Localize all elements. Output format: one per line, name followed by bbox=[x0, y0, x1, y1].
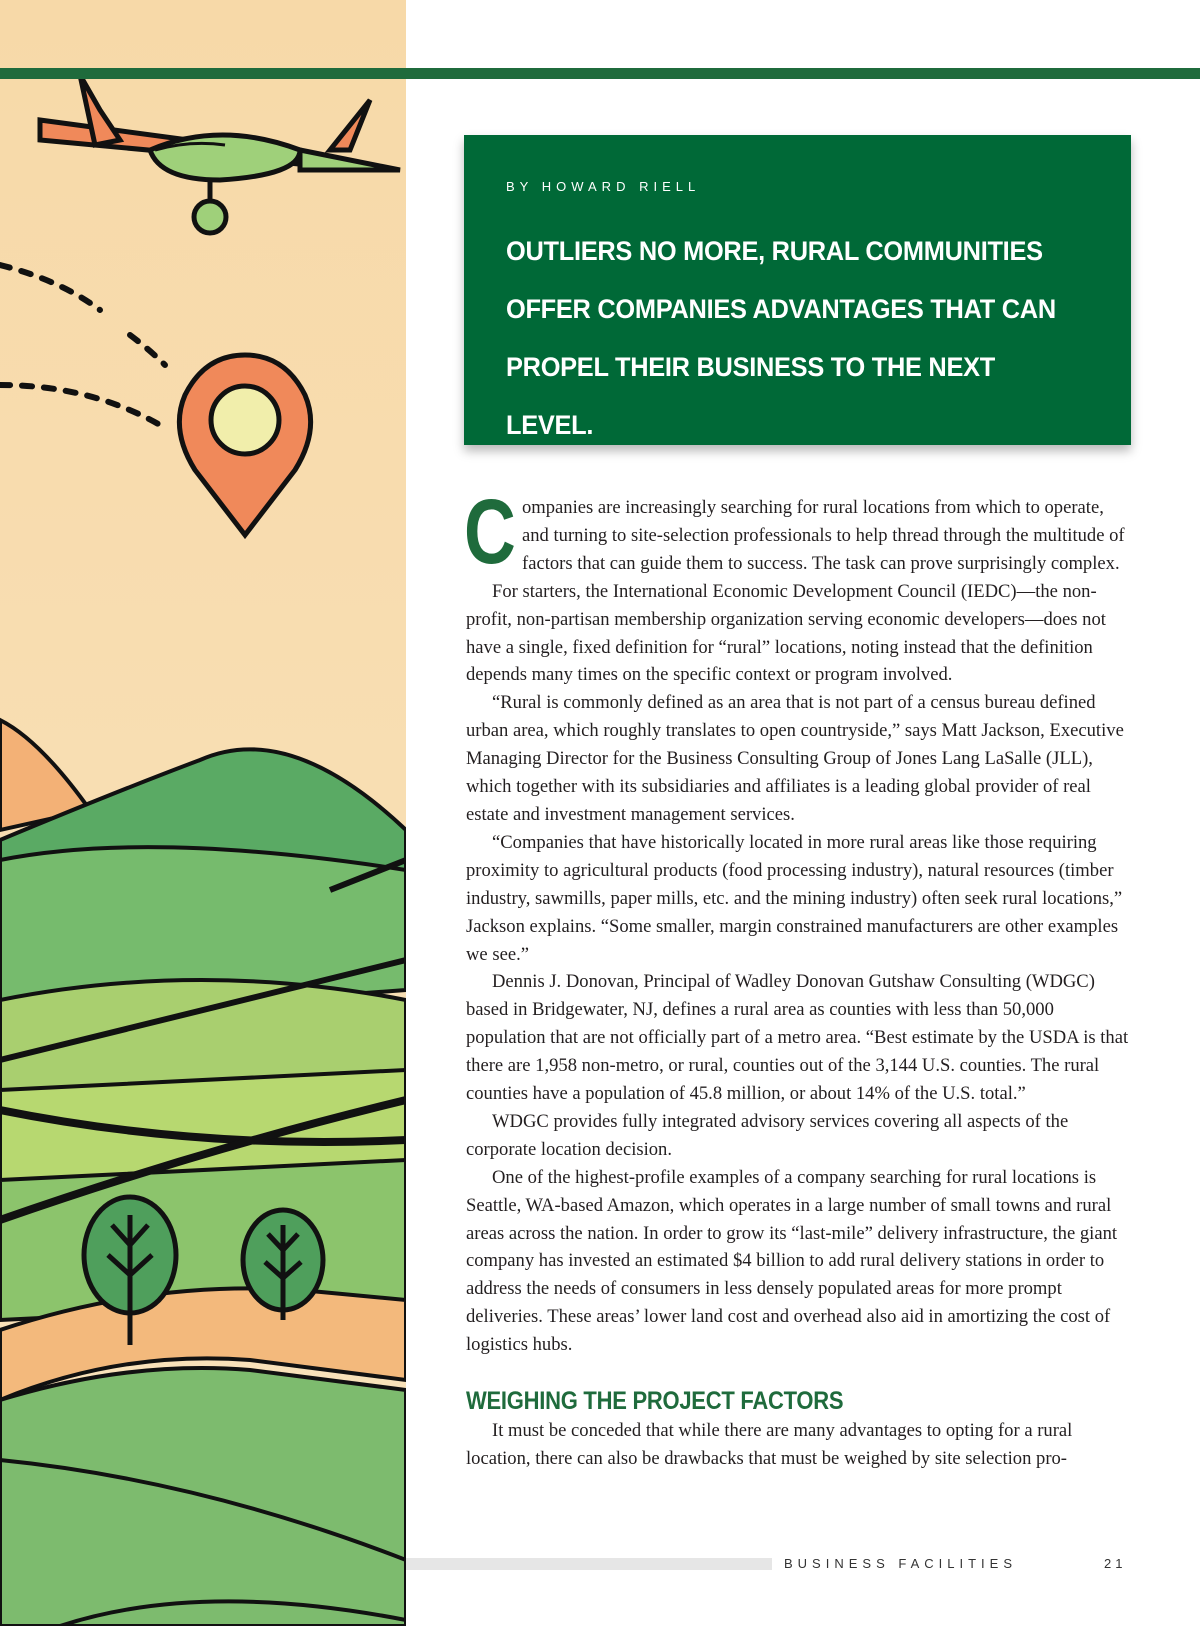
deck-line: OUTLIERS NO MORE, RURAL COMMUNITIES bbox=[506, 236, 1043, 266]
drop-cap: C bbox=[464, 481, 516, 583]
section-subhead: WEIGHING THE PROJECT FACTORS bbox=[466, 1387, 844, 1416]
page-number: 21 bbox=[1104, 1556, 1127, 1571]
first-paragraph-text: ompanies are increasingly searching for rural locations from which to operate, and turning to site-selection professionals to help thread through the multitude of factors that can guide them to success. The task can prove surprisingly complex. bbox=[522, 497, 1125, 574]
article-paragraph: One of the highest-profile examples of a company searching for rural locations is Seattle, WA-based Amazon, which operates in a large number of small towns and rural areas across the nation. In order to grow its “last-mile” delivery infrastructure, the giant company has invested an estimated $4 billion to add rural delivery stations in order to address the needs of consumers in less densely populated areas for more prompt deliveries. These areas’ lower land cost and overhead also aid in amortizing the cost of logistics hubs. bbox=[466, 1166, 1118, 1356]
article-paragraph: WDGC provides fully integrated advisory services covering all aspects of the corporate location decision. bbox=[466, 1110, 1069, 1160]
article-paragraph: Dennis J. Donovan, Principal of Wadley Donovan Gutshaw Consulting (WDGC) based in Bridgewater, NJ, defines a rural area as counties with less than 50,000 population that are not officially part of a metro area. “Best estimate by the USDA is that there are 1,958 non-metro, or rural, counties out of the 3,144 U.S. counties. The rural counties have a population of 45.8 million, or about 14% of the U.S. total.” bbox=[466, 971, 1129, 1105]
article-paragraph: “Companies that have historically located in more rural areas like those requiring proximity to agricultural products (food processing industry), natural resources (timber industry, sawmills, paper mills, etc. and the mining industry) often seek rural locations,” Jackson explains. “Some smaller, margin constrained manufacturers are other examples we see.” bbox=[466, 831, 1123, 965]
article-paragraph bbox=[464, 481, 1131, 583]
article-paragraph: It must be conceded that while there are many advantages to opting for a rural location, there can also be drawbacks that must be weighed by site selection pro- bbox=[466, 1420, 1073, 1469]
deck-line: OFFER COMPANIES ADVANTAGES THAT CAN bbox=[506, 294, 1056, 324]
publication-name: BUSINESS FACILITIES bbox=[784, 1556, 1017, 1571]
footer-bar bbox=[406, 1558, 772, 1570]
article-paragraph: For starters, the International Economic Development Council (IEDC)—the non-profit, non-partisan membership organization serving economic developers—does not have a single, fixed definition for “rural” locations, noting instead that the definition depends many times on the specific context or program involved. bbox=[466, 580, 1106, 686]
headline-box bbox=[464, 135, 1131, 445]
byline: BY HOWARD RIELL bbox=[506, 179, 701, 194]
rural-landscape-illustration bbox=[0, 0, 406, 1626]
deck-headline bbox=[506, 222, 1089, 454]
article-body bbox=[464, 481, 1131, 1473]
article-paragraph: “Rural is commonly defined as an area that is not part of a census bureau defined urban area, which roughly translates to open countryside,” says Matt Jackson, Executive Managing Director for the Business Consulting Group of Jones Lang LaSalle (JLL), which together with its subsidiaries and affiliates is a leading global provider of real estate and investment management services. bbox=[466, 692, 1124, 825]
deck-line: PROPEL THEIR BUSINESS TO THE NEXT LEVEL. bbox=[506, 352, 995, 440]
top-rule bbox=[0, 68, 1200, 79]
